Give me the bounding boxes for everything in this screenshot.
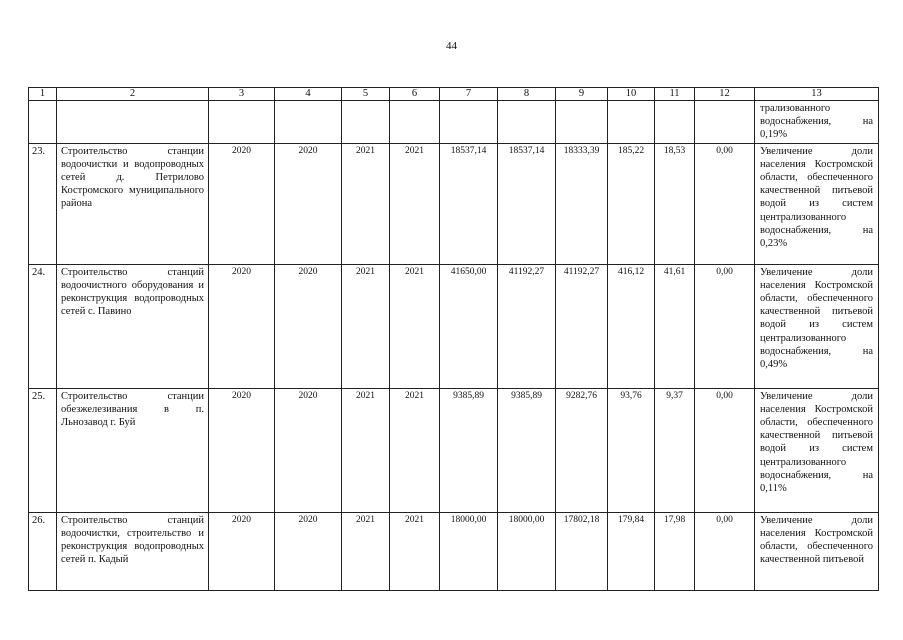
- project-name: Строительство станций водоочистки, строительство и реконструкция водопроводных сетей п. Кадый: [57, 512, 209, 590]
- row-number: 24.: [29, 264, 57, 388]
- cell-value: 18000,00: [440, 512, 498, 590]
- cell-value: 2021: [342, 512, 390, 590]
- cell-value: 9385,89: [440, 388, 498, 512]
- project-name: Строительство станции водоочистки и водопроводных сетей д. Петрилово Костромского муниципального района: [57, 143, 209, 264]
- cell-value: 2020: [275, 388, 342, 512]
- cell-value: 41192,27: [556, 264, 608, 388]
- table-row: [29, 388, 879, 512]
- cell-value: 18000,00: [498, 512, 556, 590]
- cell-value: 2020: [275, 264, 342, 388]
- result-cell: трализованного водоснабжения, на 0,19%: [755, 101, 879, 144]
- column-header: 3: [209, 88, 275, 101]
- cell-value: 18333,39: [556, 143, 608, 264]
- cell-value: 9385,89: [498, 388, 556, 512]
- cell-value: 93,76: [608, 388, 655, 512]
- cell-value: 18537,14: [440, 143, 498, 264]
- cell-value: 2021: [390, 143, 440, 264]
- row-number: 23.: [29, 143, 57, 264]
- column-header: 4: [275, 88, 342, 101]
- cell-value: 2021: [342, 388, 390, 512]
- cell-value: 2020: [209, 388, 275, 512]
- cell-value: 17,98: [655, 512, 695, 590]
- table-row: [29, 143, 879, 264]
- column-header: 11: [655, 88, 695, 101]
- column-header: 13: [755, 88, 879, 101]
- result-cell: Увеличение доли населения Костромской области, обеспеченного качественной питьевой водой из систем централизованного водоснабжения, на 0,11%: [755, 388, 879, 512]
- project-name: Строительство станций водоочистного оборудования и реконструкция водопроводных сетей с. Павино: [57, 264, 209, 388]
- cell-value: 416,12: [608, 264, 655, 388]
- result-cell: Увеличение доли населения Костромской области, обеспеченного качественной питьевой водой из систем централизованного водоснабжения, на 0,23%: [755, 143, 879, 264]
- cell-value: 2021: [342, 264, 390, 388]
- result-cell: Увеличение доли населения Костромской области, обеспеченного качественной питьевой: [755, 512, 879, 590]
- row-number: 25.: [29, 388, 57, 512]
- column-header: 1: [29, 88, 57, 101]
- cell-value: 0,00: [695, 388, 755, 512]
- cell-value: 2020: [209, 143, 275, 264]
- cell-value: 9,37: [655, 388, 695, 512]
- page-number: 44: [446, 40, 457, 52]
- cell-value: 17802,18: [556, 512, 608, 590]
- cell-value: 41,61: [655, 264, 695, 388]
- cell-value: 18,53: [655, 143, 695, 264]
- cell-value: 2021: [390, 512, 440, 590]
- cell-value: 0,00: [695, 264, 755, 388]
- column-header: 5: [342, 88, 390, 101]
- result-cell: Увеличение доли населения Костромской области, обеспеченного качественной питьевой водой из систем централизованного водоснабжения, на 0,49%: [755, 264, 879, 388]
- cell-value: 0,00: [695, 512, 755, 590]
- cell-value: 2021: [390, 264, 440, 388]
- continuation-row: [29, 101, 879, 144]
- data-table: [28, 87, 879, 591]
- cell-value: 185,22: [608, 143, 655, 264]
- cell-value: 2020: [209, 512, 275, 590]
- cell-value: 0,00: [695, 143, 755, 264]
- column-header: 2: [57, 88, 209, 101]
- column-header: 10: [608, 88, 655, 101]
- header-row: [29, 88, 879, 101]
- column-header: 8: [498, 88, 556, 101]
- column-header: 12: [695, 88, 755, 101]
- cell-value: 9282,76: [556, 388, 608, 512]
- cell-value: 2020: [275, 512, 342, 590]
- cell-value: 41650,00: [440, 264, 498, 388]
- column-header: 6: [390, 88, 440, 101]
- cell-value: 18537,14: [498, 143, 556, 264]
- project-name: Строительство станции обезжелезивания в п. Льнозавод г. Буй: [57, 388, 209, 512]
- cell-value: 2020: [275, 143, 342, 264]
- cell-value: 41192,27: [498, 264, 556, 388]
- cell-value: 2020: [209, 264, 275, 388]
- cell-value: 2021: [390, 388, 440, 512]
- cell-value: 179,84: [608, 512, 655, 590]
- column-header: 7: [440, 88, 498, 101]
- cell-value: 2021: [342, 143, 390, 264]
- column-header: 9: [556, 88, 608, 101]
- row-number: 26.: [29, 512, 57, 590]
- table-row: [29, 264, 879, 388]
- table-row: [29, 512, 879, 590]
